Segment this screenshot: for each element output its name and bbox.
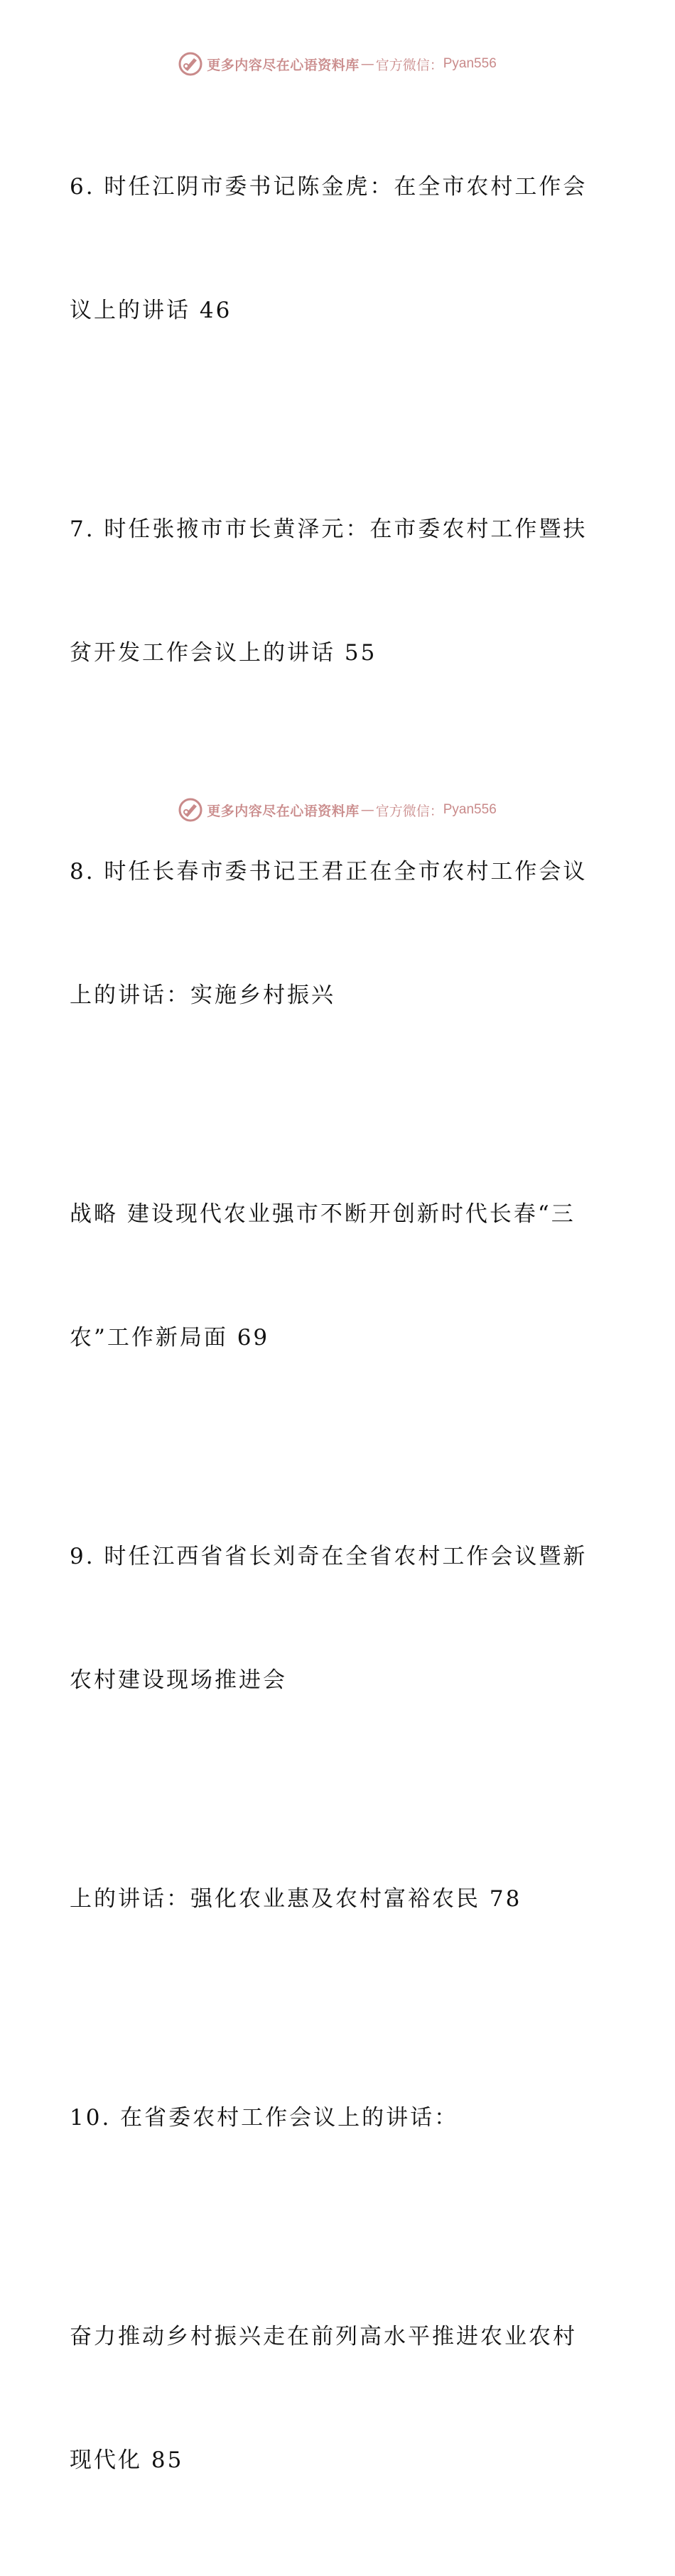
watermark-brand: 更多内容尽在心语资料库 <box>207 803 360 819</box>
toc-line: 8. 时任长春市委书记王君正在全市农村工作会议 <box>70 859 588 884</box>
watermark-dash: — <box>360 802 374 818</box>
toc-line: 上的讲话：实施乡村振兴 <box>70 983 335 1008</box>
toc-line: 上的讲话：强化农业惠及农村富裕农民 78 <box>70 1886 522 1912</box>
pen-logo-icon <box>178 52 202 76</box>
toc-line: 7. 时任张掖市市长黄泽元：在市委农村工作暨扶 <box>70 516 588 542</box>
toc-entry-9 <box>70 1454 610 1783</box>
toc-line: 议上的讲话 46 <box>70 298 232 323</box>
toc-line: 贫开发工作会议上的讲话 55 <box>70 640 377 666</box>
watermark-header <box>0 51 675 77</box>
toc-line: 农村建设现场推进会 <box>70 1667 287 1693</box>
toc-line: 农”工作新局面 69 <box>70 1325 270 1351</box>
watermark-id: Pyan556 <box>443 56 497 71</box>
toc-entry-7 <box>70 426 610 756</box>
toc-line: 9. 时任江西省省长刘奇在全省农村工作会议暨新 <box>70 1544 588 1569</box>
toc-entry-8-continued <box>70 1111 610 1441</box>
document-body <box>70 84 610 2576</box>
toc-line: 现代化 85 <box>70 2447 184 2473</box>
toc-line: 战略 建设现代农业强市不断开创新时代长春“三 <box>70 1201 576 1227</box>
watermark-dash: — <box>360 56 374 72</box>
toc-entry-10 <box>70 2015 610 2221</box>
toc-line: 6. 时任江阴市委书记陈金虎：在全市农村工作会 <box>70 174 588 200</box>
watermark-brand: 更多内容尽在心语资料库 <box>207 57 360 73</box>
watermark-sub: 官方微信： <box>375 803 443 819</box>
pen-logo-icon <box>178 798 202 822</box>
watermark-id: Pyan556 <box>443 802 497 817</box>
toc-line: 10. 在省委农村工作会议上的讲话： <box>70 2105 459 2131</box>
toc-entry-9-continued <box>70 1796 610 2002</box>
toc-entry-10-continued <box>70 2234 610 2563</box>
toc-line: 奋力推动乡村振兴走在前列高水平推进农业农村 <box>70 2324 577 2349</box>
watermark-sub: 官方微信： <box>375 57 443 73</box>
watermark-footer <box>0 797 675 823</box>
toc-entry-6 <box>70 84 610 413</box>
